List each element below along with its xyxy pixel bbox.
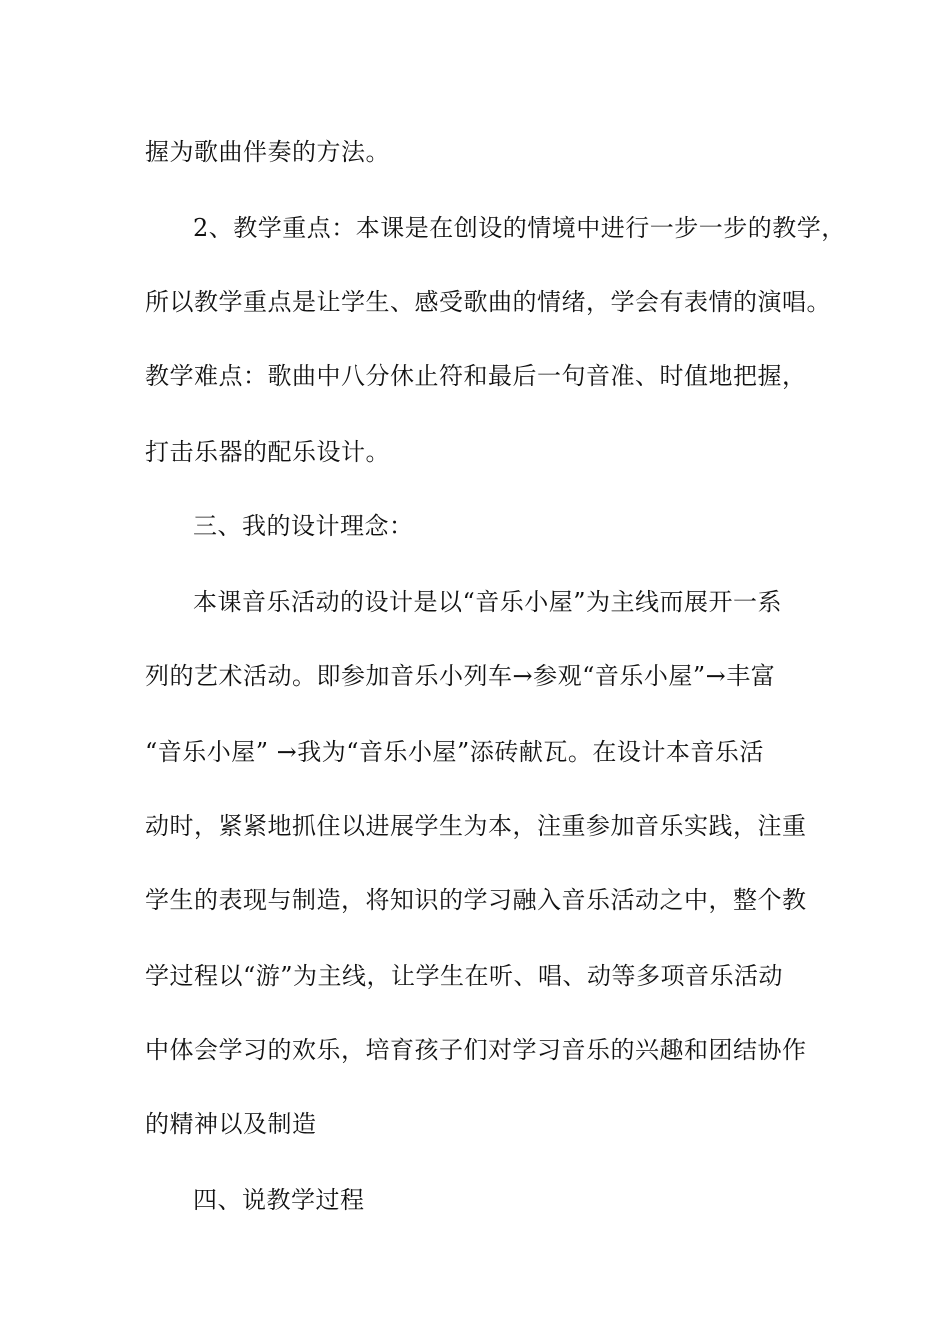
text-line: 所以教学重点是让学生、感受歌曲的情绪，学会有表情的演唱。 [145, 288, 831, 316]
text-line: 学生的表现与制造，将知识的学习融入音乐活动之中，整个教 [145, 886, 807, 914]
text-line: 动时，紧紧地抓住以进展学生为本，注重参加音乐实践，注重 [145, 812, 807, 840]
section-heading: 三、我的设计理念： [193, 512, 414, 540]
text-line: 的精神以及制造 [145, 1110, 317, 1138]
text-line: “音乐小屋” →我为“音乐小屋”添砖献瓦。在设计本音乐活 [145, 738, 764, 766]
text-line: 中体会学习的欢乐，培育孩子们对学习音乐的兴趣和团结协作 [145, 1036, 807, 1064]
text-line: 教学难点：歌曲中八分休止符和最后一句音准、时值地把握， [145, 362, 807, 390]
text-line: 2、教学重点：本课是在创设的情境中进行一步一步的教学， [193, 214, 846, 242]
text-line: 打击乐器的配乐设计。 [145, 438, 390, 466]
text-line: 列的艺术活动。即参加音乐小列车→参观“音乐小屋”→丰富 [145, 662, 776, 690]
text-line: 学过程以“游”为主线，让学生在听、唱、动等多项音乐活动 [145, 962, 784, 990]
text-line: 本课音乐活动的设计是以“音乐小屋”为主线而展开一系 [193, 588, 783, 616]
text-line: 握为歌曲伴奏的方法。 [145, 138, 390, 166]
section-heading: 四、说教学过程 [193, 1186, 365, 1214]
